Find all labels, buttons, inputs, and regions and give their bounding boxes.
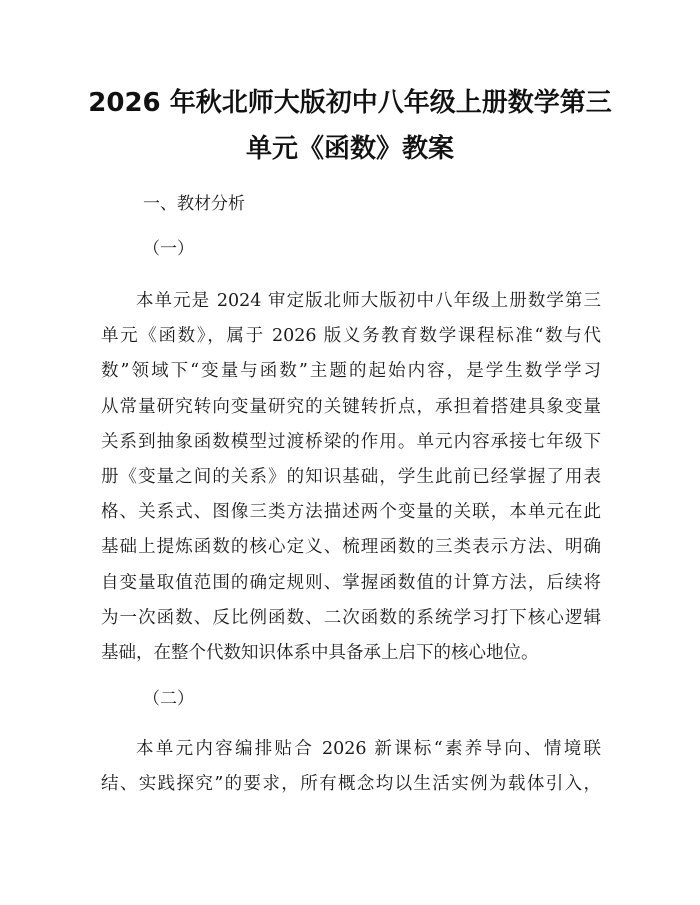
- paragraph-1-line: 从常量研究转向变量研究的关键转折点，承担着搭建具象变量: [101, 396, 601, 417]
- paragraph-1-line: 格、关系式、图像三类方法描述两个变量的关联，本单元在此: [101, 502, 601, 523]
- paragraph-2-line: 结、实践探究”的要求，所有概念均以生活实例为载体引入，: [101, 774, 601, 795]
- paragraph-1-line: 单元《函数》，属于 2026 版义务教育数学课程标准“数与代: [101, 326, 601, 347]
- paragraph-1: [101, 284, 601, 671]
- section-heading-materials-analysis: 一、教材分析: [143, 194, 245, 214]
- document-title-line-2: 单元《函数》教案: [245, 134, 454, 164]
- paragraph-1-line: 册《变量之间的关系》的知识基础，学生此前已经掌握了用表: [101, 467, 601, 488]
- paragraph-2-line: 本单元内容编排贴合 2026 新课标“素养导向、情境联: [136, 739, 601, 759]
- paragraph-1-line: 关系到抽象函数模型过渡桥梁的作用。单元内容承接七年级下: [101, 431, 601, 452]
- paragraph-1-line: 自变量取值范围的确定规则、掌握函数值的计算方法，后续将: [101, 572, 601, 593]
- subsection-heading-2: （二）: [143, 689, 194, 709]
- paragraph-1-line: 基础上提炼函数的核心定义、梳理函数的三类表示方法、明确: [101, 537, 601, 558]
- paragraph-1-line: 本单元是 2024 审定版北师大版初中八年级上册数学第三: [136, 291, 601, 311]
- paragraph-2: [101, 732, 601, 802]
- paragraph-1-line: 为一次函数、反比例函数、二次函数的系统学习打下核心逻辑: [101, 607, 601, 628]
- document-title-line-1: 2026 年秋北师大版初中八年级上册数学第三: [88, 88, 612, 118]
- paragraph-1-line: 数”领域下“变量与函数”主题的起始内容，是学生数学学习: [101, 361, 601, 382]
- paragraph-1-line: 基础，在整个代数知识体系中具备承上启下的核心地位。: [101, 643, 539, 664]
- subsection-heading-1: （一）: [143, 239, 194, 259]
